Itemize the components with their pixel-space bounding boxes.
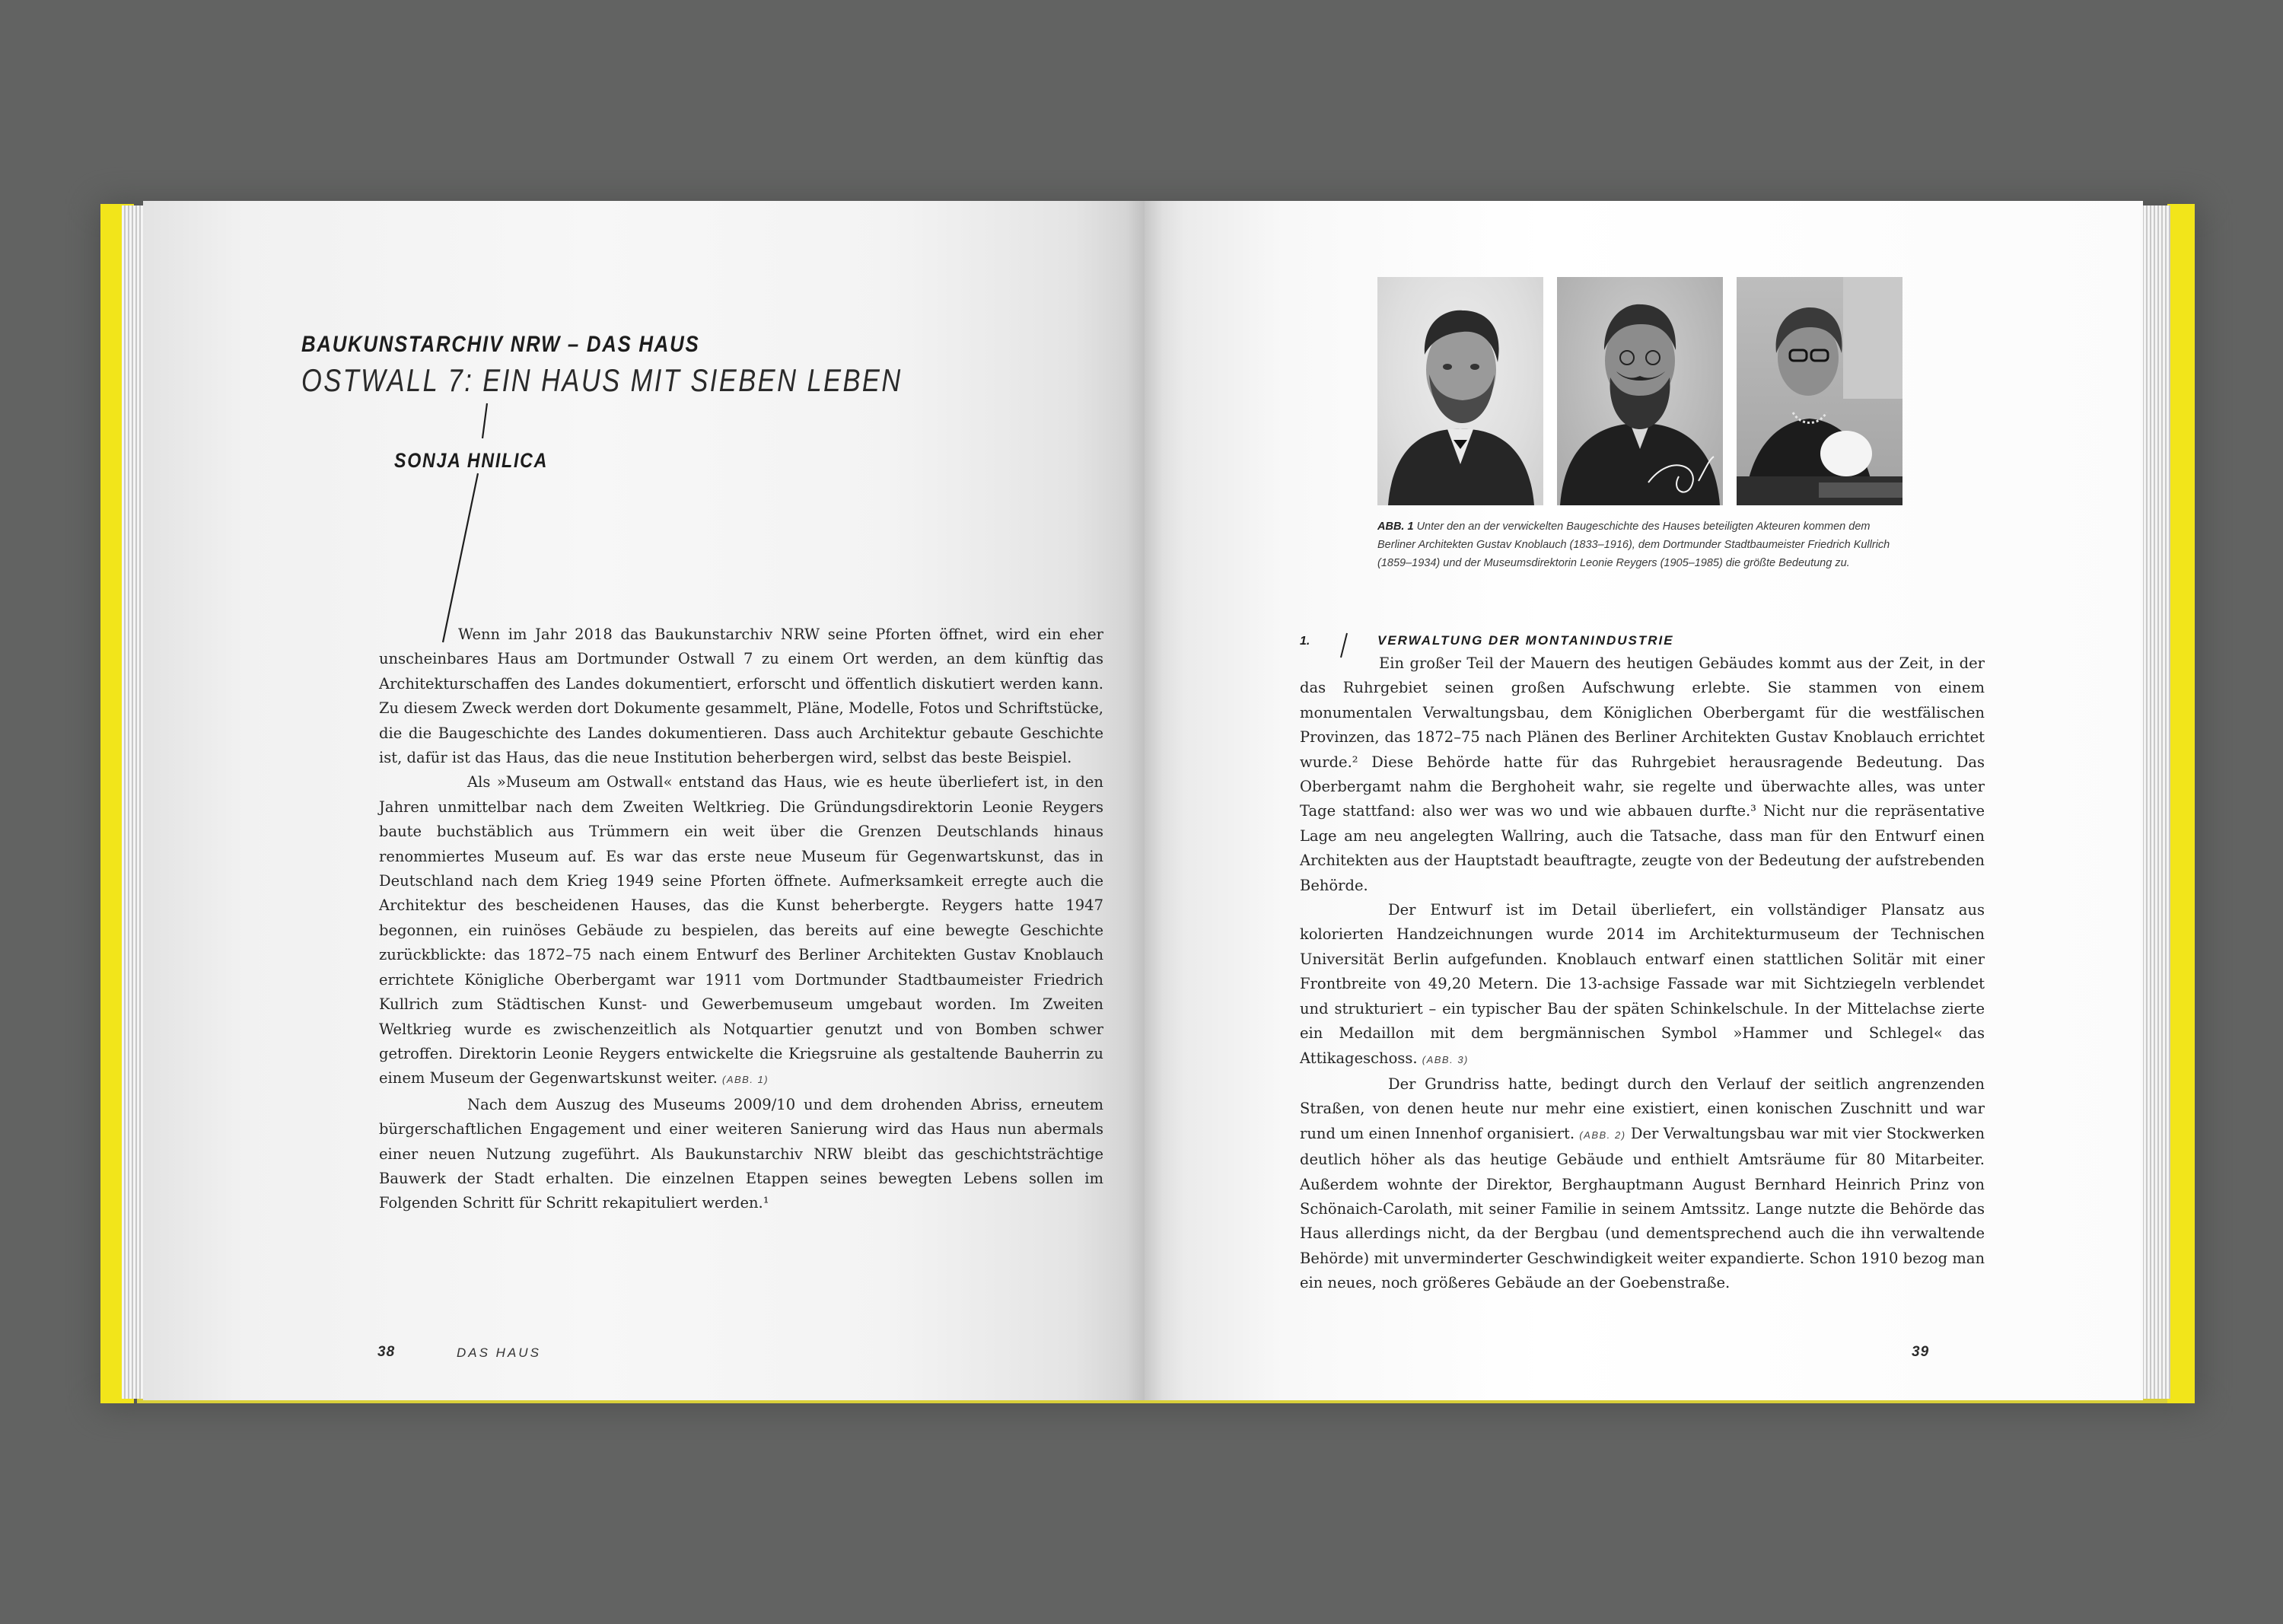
page-block-left bbox=[122, 205, 145, 1399]
paragraph-1: Ein großer Teil der Mauern des heutigen Gebäudes kommt aus der Zeit, in der das Ruhrgebiet seinen großen Aufschwung erlebte. Sie stammen von einem monumentalen Verwaltungsbau, dem Königlichen Oberbergamt für die westfälischen Provinzen, das 1872–75 nach Plänen des Berliner Architekten Gustav Knoblauch errichtet wurde.² Diese Behörde hatte für das Ruhrgebiet herausragende Bedeutung. Das Oberbergamt nahm die Berghoheit wahr, sie regelte und überwachte alles, was unter Tage stattfand: also wer was wo und wie abbauen durfte.³ Nicht nur die repräsentative Lage am neu angelegten Wallring, auch die Tatsache, dass man für den Entwurf einen Architekten aus der Hauptstadt beauftragte, zeugte von der Bedeutung der aufstrebenden Behörde. bbox=[1300, 654, 1985, 894]
caption-text: Unter den an der verwickelten Baugeschichte des Hauses beteiligten Akteuren kommen dem Berliner Architekten Gustav Knoblauch (1833–1916), dem Dortmunder Stadtbaumeister Friedrich Kullrich (1859–1934) und der Museumsdirektorin Leonie Reygers (1905–1985) die größte Bedeutung zu. bbox=[1377, 521, 1890, 569]
book-gutter bbox=[1126, 201, 1163, 1400]
section-number: 1. bbox=[1300, 635, 1310, 648]
left-body-text bbox=[379, 623, 1103, 1216]
caption-label: ABB. 1 bbox=[1377, 521, 1414, 533]
section-title: BAUKUNSTARCHIV NRW – DAS HAUS bbox=[301, 332, 700, 357]
author-name: SONJA HNILICA bbox=[394, 449, 549, 472]
portrait-leonie-reygers-photo bbox=[1737, 277, 1902, 505]
left-page bbox=[143, 201, 1145, 1400]
section-heading: VERWALTUNG DER MONTANINDUSTRIE bbox=[1377, 633, 1674, 648]
paragraph-2: Als »Museum am Ostwall« entstand das Haus, wie es heute überliefert ist, in den Jahren unmittelbar nach dem Zweiten Weltkrieg. Die Gründungsdirektorin Leonie Reygers baute buchstäblich aus Trümmern ein weit über die Grenzen Deutschlands hinaus renommiertes Museum auf. Es war das erste neue Museum für Gegenwartskunst, das in Deutschland nach dem Krieg 1949 seine Pforten öffnete. Aufmerksamkeit erregte auch die Architektur des bescheidenen Hauses, das die Kunst beherbergte. Reygers hatte 1947 begonnen, ein ruinöses Gebäude zu bespielen, das bereits auf eine bewegte Geschichte zurückblickte: das 1872–75 nach einem Entwurf des Berliner Architekten Gustav Knoblauch errichtete Königliche Oberbergamt war 1911 vom Dortmunder Stadtbaumeister Friedrich Kullrich zum Städtischen Kunst- und Gewerbemuseum umgebaut worden. Im Zweiten Weltkrieg wurde es zwischenzeitlich als Notquartier genutzt und von Bomben schwer getroffen. Direktorin Leonie Reygers entwickelte die Kriegsruine als gestaltende Bauherrin zu einem Museum der Gegenwartskunst weiter. (ABB. 1) bbox=[379, 773, 1103, 1087]
page-number-right: 39 bbox=[1912, 1344, 1930, 1360]
figure-ref-abb2: (ABB. 2) bbox=[1579, 1129, 1626, 1141]
page-number-left: 38 bbox=[377, 1344, 396, 1360]
running-head: DAS HAUS bbox=[457, 1345, 541, 1360]
figure-ref-abb1: (ABB. 1) bbox=[722, 1074, 769, 1086]
figure-ref-abb3: (ABB. 3) bbox=[1422, 1053, 1469, 1065]
portrait-leonie-reygers-icon bbox=[1737, 277, 1902, 505]
section-connector-line bbox=[1145, 201, 1449, 688]
page-block-right bbox=[2140, 205, 2170, 1399]
book-cover-right-edge bbox=[2167, 204, 2195, 1403]
main-title: OSTWALL 7: EIN HAUS MIT SIEBEN LEBEN bbox=[301, 362, 903, 398]
right-page bbox=[1145, 201, 2143, 1400]
paragraph-3: Der Grundriss hatte, bedingt durch den Verlauf der seitlich angrenzenden Straßen, von denen heute nur mehr eine existiert, einen konischen Zuschnitt und war rund um einen Innenhof organisiert. (ABB. 2) Der Verwaltungsbau war mit vier Stockwerken deutlich höher als das heutige Gebäude und enthielt Amtsräume für 80 Mitarbeiter. Außerdem wohnte der Direktor, Berghauptmann August Bernhard Heinrich Prinz von Schönaich-Carolath, mit seiner Familie in seinem Amtssitz. Lange nutzte die Behörde das Haus allerdings nicht, da der Bergbau (und dementsprechend auch die ihn verwaltende Behörde) mit unverminderter Geschwindigkeit weiter expandierte. Schon 1910 bezog man ein neues, noch größeres Gebäude an der Goebenstraße. bbox=[1300, 1075, 1985, 1292]
paragraph-1: Wenn im Jahr 2018 das Baukunstarchiv NRW seine Pforten öffnet, wird ein eher unscheinbares Haus am Dortmunder Ostwall 7 zu einem Ort werden, an dem künftig das Architekturschaffen des Landes dokumentiert, erforscht und öffentlich diskutiert werden kann. Zu diesem Zweck werden dort Dokumente gesammelt, Pläne, Modelle, Fotos und Schriftstücke, die die Baugeschichte des Landes dokumentieren. Dass auch Architektur gebaute Geschichte ist, dafür ist das Haus, das die neue Institution beherbergen wird, selbst das beste Beispiel. bbox=[379, 626, 1103, 767]
paragraph-3: Nach dem Auszug des Museums 2009/10 und dem drohenden Abriss, erneutem bürgerschaftlichen Engagement und einer weiteren Sanierung wird das Haus nun abermals einer neuen Nutzung zugeführt. Als Baukunstarchiv NRW bleibt das geschichtsträchtige Bauwerk der Stadt erhalten. Die einzelnen Etappen seines bewegten Lebens sollen im Folgenden Schritt für Schritt rekapituliert werden.¹ bbox=[379, 1095, 1103, 1212]
portrait-friedrich-kullrich-icon bbox=[1557, 277, 1723, 505]
right-body-text bbox=[1300, 651, 1985, 1296]
figure-caption bbox=[1377, 517, 1910, 572]
paragraph-2: Der Entwurf ist im Detail überliefert, ein vollständiger Plansatz aus kolorierten Handzeichnungen wurde 2014 im Architekturmuseum der Technischen Universität Berlin aufgefunden. Knoblauch entwarf einen stattlichen Solitär mit einer Frontbreite von 49,20 Metern. Die 13-achsige Fassade war mit Sichtziegeln verblendet und strukturiert – ein typischer Bau der späten Schinkelschule. In der Mittelachse zierte ein Medaillon mit dem bergmännischen Symbol »Hammer und Schlegel« das Attikageschoss. (ABB. 3) bbox=[1300, 901, 1985, 1067]
portrait-friedrich-kullrich-photo bbox=[1557, 277, 1723, 505]
